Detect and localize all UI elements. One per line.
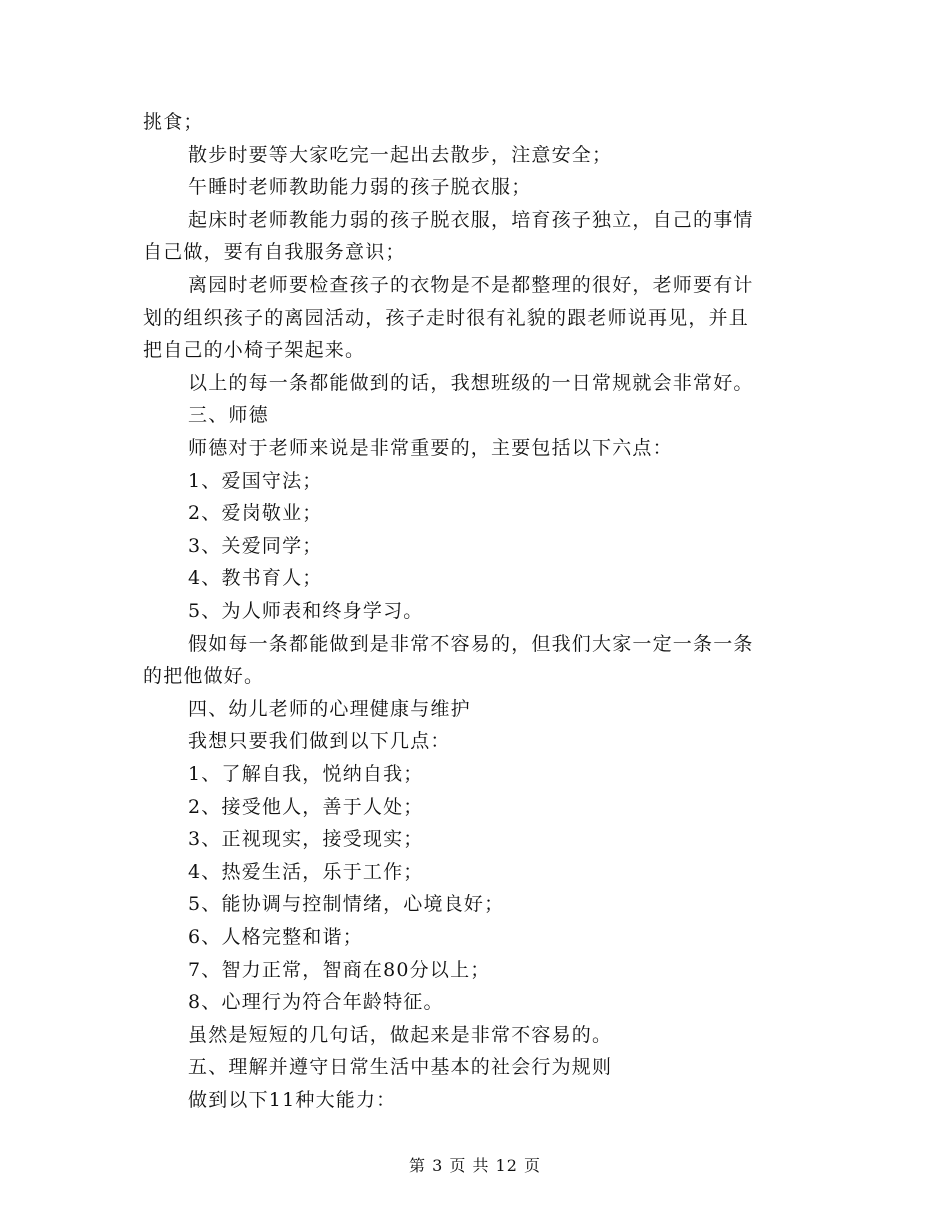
list-item: 6、人格完整和谐；: [188, 926, 363, 948]
list-item: 1、了解自我，悦纳自我；: [188, 763, 424, 785]
text-line: 散步时要等大家吃完一起出去散步，注意安全；: [188, 144, 613, 166]
page-footer: 第 3 页 共 12 页: [409, 1156, 541, 1175]
list-item: 8、心理行为符合年龄特征。: [188, 991, 444, 1013]
list-item: 2、爱岗敬业；: [188, 502, 323, 524]
text-line: 师德对于老师来说是非常重要的，主要包括以下六点：: [188, 437, 673, 459]
text-line: 以上的每一条都能做到的话，我想班级的一日常规就会非常好。: [188, 372, 754, 394]
list-item: 1、爱国守法；: [188, 470, 323, 492]
section-heading: 四、幼儿老师的心理健康与维护: [188, 698, 471, 720]
section-heading: 五、理解并遵守日常生活中基本的社会行为规则: [188, 1056, 613, 1078]
text-line: 离园时老师要检查孩子的衣物是不是都整理的很好，老师要有计: [188, 274, 754, 296]
list-item: 5、为人师表和终身学习。: [188, 600, 424, 622]
list-item: 4、教书育人；: [188, 567, 323, 589]
list-item: 5、能协调与控制情绪，心境良好；: [188, 893, 505, 915]
text-line: 虽然是短短的几句话，做起来是非常不容易的。: [188, 1024, 613, 1046]
list-item: 7、智力正常，智商在80分以上；: [188, 959, 491, 981]
list-item: 3、关爱同学；: [188, 535, 323, 557]
text-line: 我想只要我们做到以下几点：: [188, 730, 451, 752]
text-line: 做到以下11种大能力：: [188, 1089, 397, 1111]
text-line: 挑食；: [143, 111, 204, 133]
section-heading: 三、师德: [188, 404, 269, 426]
text-line: 假如每一条都能做到是非常不容易的，但我们大家一定一条一条: [188, 633, 754, 655]
text-line: 的把他做好。: [143, 665, 265, 687]
list-item: 4、热爱生活，乐于工作；: [188, 861, 424, 883]
text-line: 自己做，要有自我服务意识；: [143, 241, 406, 263]
list-item: 3、正视现实，接受现实；: [188, 828, 424, 850]
text-line: 把自己的小椅子架起来。: [143, 339, 366, 361]
text-line: 划的组织孩子的离园活动，孩子走时很有礼貌的跟老师说再见，并且: [143, 307, 750, 329]
text-line: 午睡时老师教助能力弱的孩子脱衣服；: [188, 176, 532, 198]
text-line: 起床时老师教能力弱的孩子脱衣服，培育孩子独立，自己的事情: [188, 209, 754, 231]
list-item: 2、接受他人，善于人处；: [188, 796, 424, 818]
